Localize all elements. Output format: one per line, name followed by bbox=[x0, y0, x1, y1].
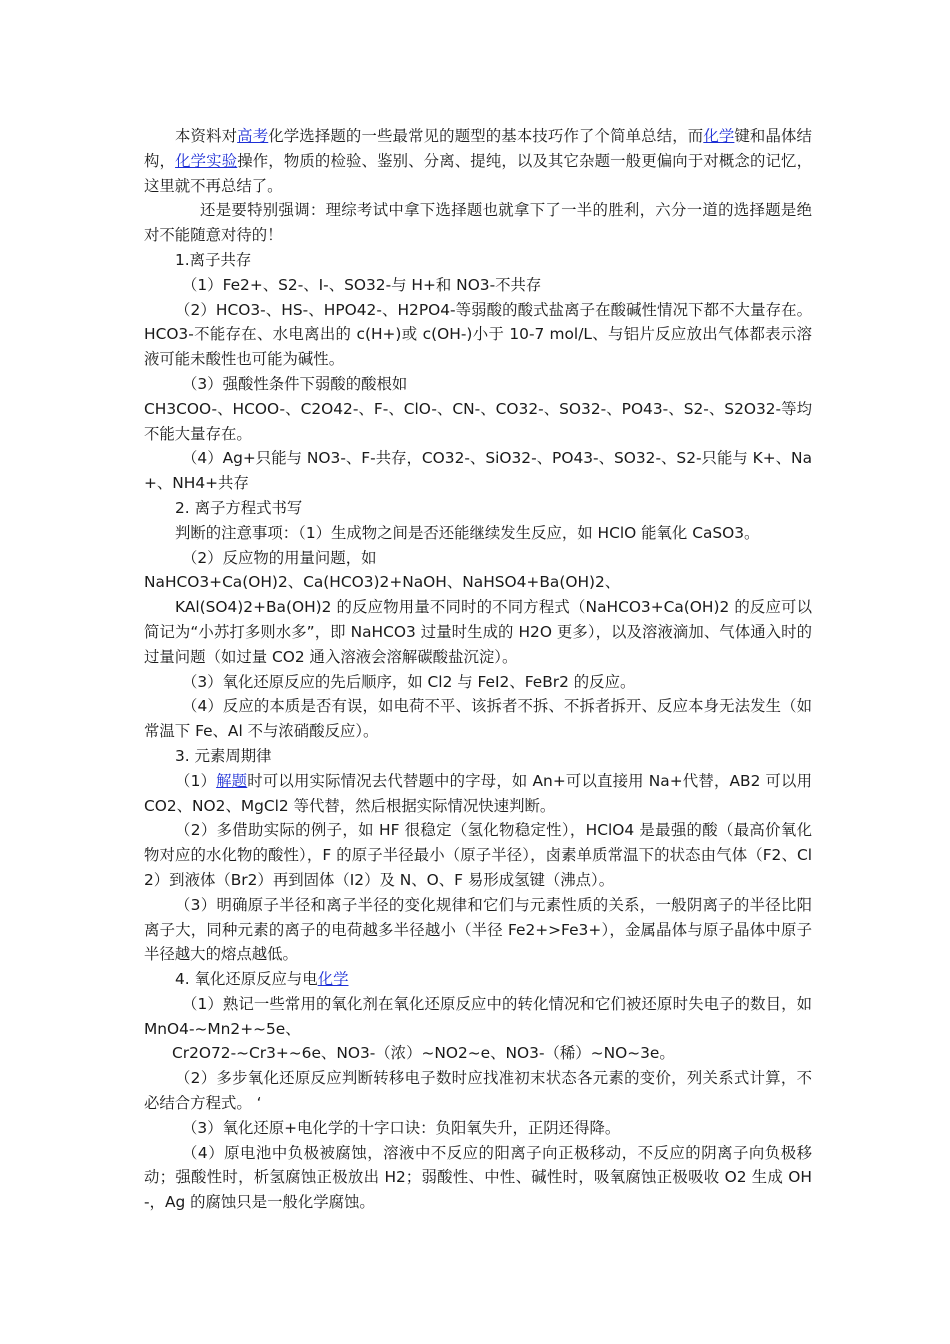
section-1-item-3a: （3）强酸性条件下弱酸的酸根如 bbox=[182, 374, 408, 393]
section-2-item-2c: KAl(SO4)2+Ba(OH)2 的反应物用量不同时的不同方程式（NaHCO3+Ca(OH)2 的反应可以简记为“小苏打多则水多”，即 NaHCO3 过量时生成的 H2O 更多），以及溶液滴加、气体通入时的过量问题（如过量 CO2 通入溶液会溶解碳酸盐沉淀）。 bbox=[144, 598, 812, 666]
section-4-title bbox=[144, 967, 812, 992]
section-1-item-4: （4）Ag+只能与 NO3-、F-共存，CO32-、SiO32-、PO43-、SO32-、S2-只能与 K+、Na+、NH4+共存 bbox=[144, 449, 812, 493]
section-2-item-4: （4）反应的本质是否有误，如电荷不平、该拆者不拆、不拆者拆开、反应本身无法发生（如常温下 Fe、Al 不与浓硝酸反应）。 bbox=[144, 697, 812, 741]
intro-paragraph bbox=[144, 124, 812, 198]
section-4-item-4: （4）原电池中负极被腐蚀，溶液中不反应的阳离子向正极移动，不反应的阴离子向负极移动；强酸性时，析氢腐蚀正极放出 H2；弱酸性、中性、碱性时，吸氧腐蚀正极吸收 O2 生成 OH-，Ag 的腐蚀只是一般化学腐蚀。 bbox=[144, 1143, 812, 1212]
section-2-title: 2. 离子方程式书写 bbox=[175, 498, 303, 517]
section-2-item-3: （3）氧化还原反应的先后顺序，如 Cl2 与 FeI2、FeBr2 的反应。 bbox=[182, 672, 636, 691]
section-4-item-1a: （1）熟记一些常用的氧化剂在氧化还原反应中的转化情况和它们被还原时失电子的数目，如 MnO4-~Mn2+~5e、 bbox=[144, 994, 812, 1038]
section-1-item-2: （2）HCO3-、HS-、HPO42-、H2PO4-等弱酸的酸式盐离子在酸碱性情况下都不大量存在。HCO3-不能存在、水电离出的 c(H+)或 c(OH-)小于 10-7 mol/L、与铝片反应放出气体都表示溶液可能未酸性也可能为碱性。 bbox=[144, 300, 812, 369]
intro-text-2: 化学选择题的一些最常见的题型的基本技巧作了个简单总结，而 bbox=[268, 127, 704, 145]
section-2-item-2a: （2）反应物的用量问题，如 bbox=[182, 548, 377, 567]
section-4-item-2: （2）多步氧化还原反应判断转移电子数时应找准初末状态各元素的变价，列关系式计算，不必结合方程式。 ‘ bbox=[144, 1069, 812, 1113]
section-4-item-3: （3）氧化还原+电化学的十字口诀：负阳氧失升，正阴还得降。 bbox=[182, 1118, 621, 1137]
gaokao-link[interactable]: 高考 bbox=[237, 127, 269, 145]
intro-text-3: 键和晶体结构， bbox=[144, 127, 812, 170]
intro-text-1: 本资料对 bbox=[175, 127, 238, 145]
section-1-item-3b: CH3COO-、HCOO-、C2O42-、F-、ClO-、CN-、CO32-、SO32-、PO43-、S2-、S2O32-等均不能大量存在。 bbox=[144, 399, 812, 443]
emphasis-paragraph: 还是要特别强调：理综考试中拿下选择题也就拿下了一半的胜利，六分一道的选择题是绝对不能随意对待的！ bbox=[144, 201, 812, 245]
section-4-item-1b: Cr2O72-~Cr3+~6e、NO3-（浓）~NO2~e、NO3-（稀）~NO~3e。 bbox=[172, 1044, 675, 1063]
section-1-item-1: （1）Fe2+、S2-、I-、SO32-与 H+和 NO3-不共存 bbox=[182, 275, 542, 294]
intro-text-4: 操作，物质的检验、鉴别、分离、提纯，以及其它杂题一般更偏向于对概念的记忆，这里就不再总结了。 bbox=[144, 151, 812, 195]
section-2-item-1: 判断的注意事项：（1）生成物之间是否还能继续发生反应，如 HClO 能氧化 CaSO3。 bbox=[175, 523, 760, 542]
section-3-item-2: （2）多借助实际的例子，如 HF 很稳定（氢化物稳定性），HClO4 是最强的酸（最高价氧化物对应的水化物的酸性），F 的原子半径最小（原子半径），卤素单质常温下的状态由气体（F2、Cl2）到液体（Br2）再到固体（I2）及 N、O、F 易形成氢键（沸点）。 bbox=[144, 821, 812, 889]
section-3-item-1-text: 时可以用实际情况去代替题中的字母，如 An+可以直接用 Na+代替，AB2 可以用 CO2、NO2、MgCl2 等代替，然后根据实际情况快速判断。 bbox=[144, 771, 812, 815]
section-3-item-1-prefix: （1） bbox=[175, 771, 217, 790]
chemistry-experiment-link[interactable]: 化学实验 bbox=[175, 151, 238, 170]
section-3-item-1 bbox=[144, 769, 812, 819]
section-3-item-3: （3）明确原子半径和离子半径的变化规律和它们与元素性质的关系，一般阴离子的半径比阳离子大，同种元素的离子的电荷越多半径越小（半径 Fe2+>Fe3+），金属晶体与原子晶体中原子半径越大的熔点越低。 bbox=[144, 895, 812, 964]
section-3-title: 3. 元素周期律 bbox=[175, 746, 272, 765]
section-2-item-2b: NaHCO3+Ca(OH)2、Ca(HCO3)2+NaOH、NaHSO4+Ba(OH)2、 bbox=[144, 573, 621, 592]
chemistry-link[interactable]: 化学 bbox=[703, 127, 735, 145]
jieti-link[interactable]: 解题 bbox=[216, 771, 248, 790]
section-1-title: 1.离子共存 bbox=[175, 250, 252, 269]
document-body bbox=[144, 124, 812, 1215]
section-4-title-text: 4. 氧化还原反应与电 bbox=[175, 970, 318, 989]
chemistry-link-2[interactable]: 化学 bbox=[317, 970, 349, 989]
